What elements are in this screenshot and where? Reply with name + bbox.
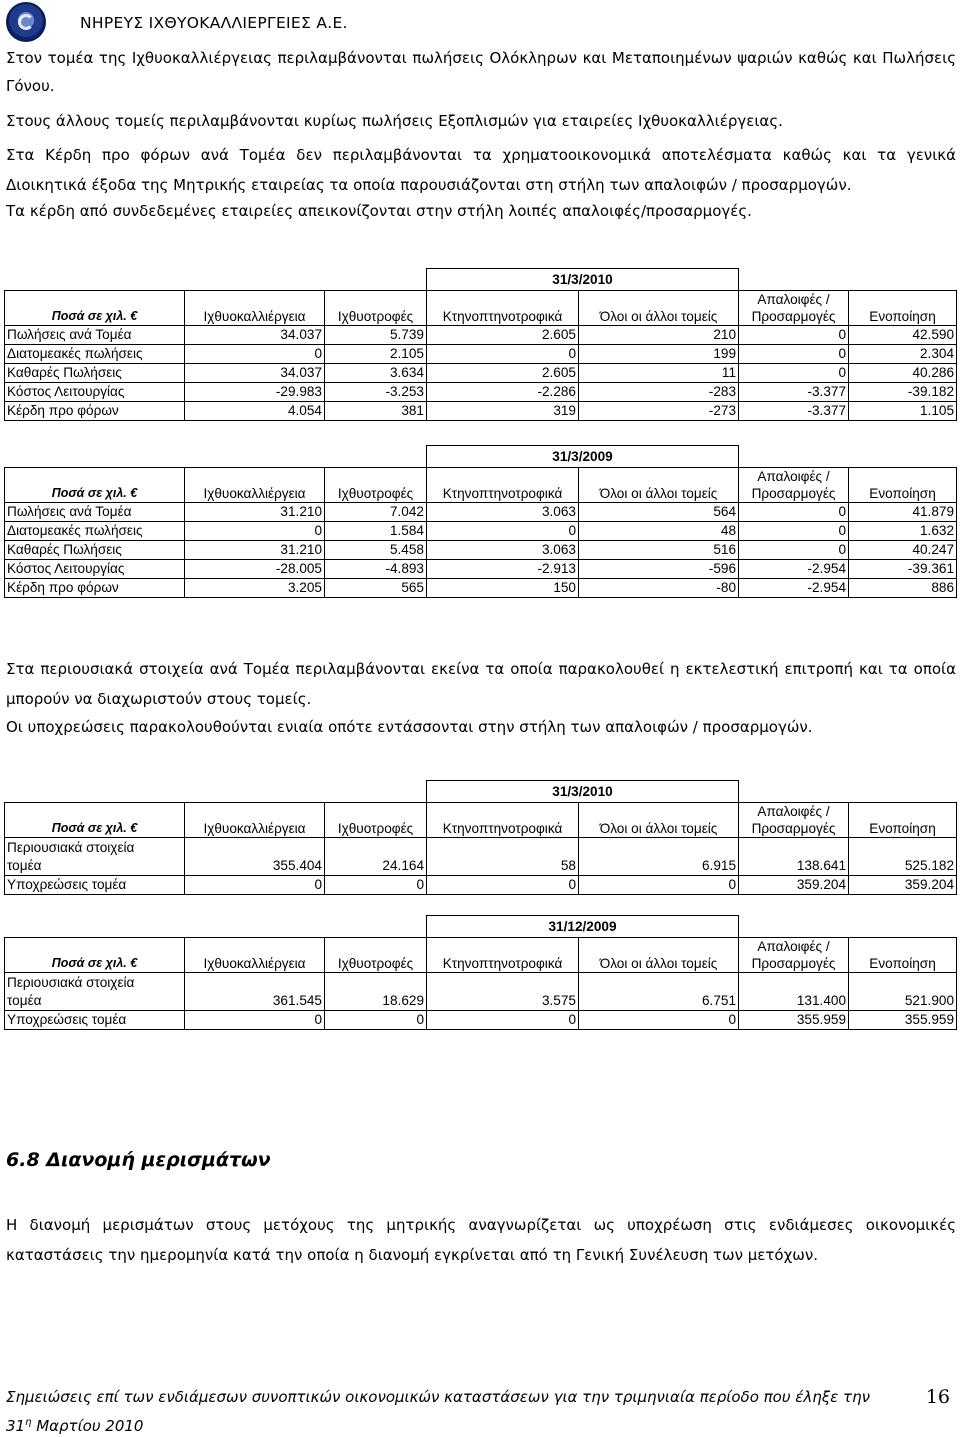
table-row [5, 402, 957, 421]
row-label: Καθαρές Πωλήσεις [5, 541, 185, 560]
company-name: ΝΗΡΕΥΣ ΙΧΘΥΟΚΑΛΛΙΕΡΓΕΙΕΣ Α.Ε. [80, 14, 348, 32]
table-cell: 361.545 [185, 973, 325, 1011]
table-cell: 42.590 [849, 326, 957, 345]
segment-assets-table-2010 [4, 780, 957, 895]
table-cell: 0 [427, 1011, 579, 1030]
table-cell: 565 [325, 579, 427, 598]
table-cell: 521.900 [849, 973, 957, 1011]
col-animal-feed: Κτηνοπτηνοτροφικά [427, 291, 579, 326]
table-cell: 199 [579, 345, 739, 364]
table-row [5, 973, 957, 1011]
paragraph-dividends: Η διανομή μερισμάτων στους μετόχους της μητρικής αναγνωρίζεται ως υποχρέωση στις ενδιάμεσες οικονομικές καταστάσεις την ημερομηνία κατά την οποία η διανομή εγκρίνεται από τη Γενική Συνέλευση των μετόχων. [6, 1216, 956, 1264]
col-eliminations: Απαλοιφές / Προσαρμογές [739, 291, 849, 326]
col-fish-farming: Ιχθυοκαλλιέργεια [185, 938, 325, 973]
table-cell: 6.751 [579, 973, 739, 1011]
table-row [5, 503, 957, 522]
col-fish-feed: Ιχθυοτροφές [325, 468, 427, 503]
amounts-header: Ποσά σε χιλ. € [5, 803, 185, 838]
table-cell: -3.253 [325, 383, 427, 402]
table-cell: 24.164 [325, 838, 427, 876]
table-cell: 11 [579, 364, 739, 383]
table-cell: 0 [325, 876, 427, 895]
table-row [5, 876, 957, 895]
table-cell: 5.739 [325, 326, 427, 345]
row-label: Κόστος Λειτουργίας [5, 560, 185, 579]
table-row [5, 560, 957, 579]
footer-line-2: $31^\eta$ Μαρτίου 2010 [6, 1417, 144, 1435]
table-cell: 0 [427, 345, 579, 364]
table-cell: 210 [579, 326, 739, 345]
table-cell: -2.954 [739, 560, 849, 579]
table-row [5, 838, 957, 876]
table-cell: 5.458 [325, 541, 427, 560]
row-label: Περιουσιακά στοιχεία τομέα [5, 973, 185, 1011]
table-cell: 0 [427, 876, 579, 895]
table-cell: -39.182 [849, 383, 957, 402]
row-label: Κόστος Λειτουργίας [5, 383, 185, 402]
table-cell: 886 [849, 579, 957, 598]
table-cell: 525.182 [849, 838, 957, 876]
segment-assets-table-2009 [4, 915, 957, 1030]
table-cell: 0 [579, 876, 739, 895]
table-header-row [5, 803, 957, 838]
table-cell: 355.959 [849, 1011, 957, 1030]
table-cell: 3.575 [427, 973, 579, 1011]
table-cell: 359.204 [739, 876, 849, 895]
table-cell: -3.377 [739, 383, 849, 402]
row-label: Περιουσιακά στοιχεία τομέα [5, 838, 185, 876]
table-header-row [5, 468, 957, 503]
col-animal-feed: Κτηνοπτηνοτροφικά [427, 803, 579, 838]
col-fish-farming: Ιχθυοκαλλιέργεια [185, 803, 325, 838]
table-cell: 0 [739, 326, 849, 345]
table-cell: 48 [579, 522, 739, 541]
table-cell: 6.915 [579, 838, 739, 876]
table-cell: 1.632 [849, 522, 957, 541]
table-cell: 40.247 [849, 541, 957, 560]
page-header [0, 0, 960, 42]
table-cell: 150 [427, 579, 579, 598]
table-row [5, 522, 957, 541]
table-cell: 2.605 [427, 364, 579, 383]
row-label: Διατομεακές πωλήσεις [5, 522, 185, 541]
table-cell: 3.205 [185, 579, 325, 598]
table-cell: 564 [579, 503, 739, 522]
table-header-row [5, 291, 957, 326]
table-cell: 31.210 [185, 503, 325, 522]
table-cell: 4.054 [185, 402, 325, 421]
period-date: 31/3/2010 [427, 781, 739, 803]
row-label: Πωλήσεις ανά Τομέα [5, 503, 185, 522]
table-cell: 0 [579, 1011, 739, 1030]
table-cell: 0 [739, 345, 849, 364]
table-row [5, 364, 957, 383]
table-cell: 3.634 [325, 364, 427, 383]
col-fish-feed: Ιχθυοτροφές [325, 938, 427, 973]
col-consolidated: Ενοποίηση [849, 468, 957, 503]
paragraph-liabilities: Οι υποχρεώσεις παρακολουθούνται ενιαία οπότε εντάσσονται στην στήλη των απαλοιφών / προσαρμογών. [6, 718, 813, 736]
col-consolidated: Ενοποίηση [849, 291, 957, 326]
table-cell: 2.105 [325, 345, 427, 364]
page-footer [6, 1384, 906, 1437]
company-logo [6, 2, 46, 42]
table-row [5, 383, 957, 402]
table-row [5, 579, 957, 598]
segment-results-table-2010 [4, 268, 957, 421]
period-date: 31/12/2009 [427, 916, 739, 938]
paragraph-associates: Τα κέρδη από συνδεδεμένες εταιρείες απεικονίζονται στην στήλη λοιπές απαλοιφές/προσαρμογές. [6, 202, 752, 220]
table-cell: 3.063 [427, 503, 579, 522]
table-cell: -80 [579, 579, 739, 598]
table-header-row [5, 938, 957, 973]
table-cell: -283 [579, 383, 739, 402]
table-cell: 319 [427, 402, 579, 421]
table-cell: 0 [427, 522, 579, 541]
col-eliminations: Απαλοιφές / Προσαρμογές [739, 468, 849, 503]
table-row [5, 1011, 957, 1030]
table-cell: 31.210 [185, 541, 325, 560]
col-eliminations: Απαλοιφές / Προσαρμογές [739, 803, 849, 838]
table-cell: 0 [739, 522, 849, 541]
table-cell: 2.304 [849, 345, 957, 364]
table-cell: 516 [579, 541, 739, 560]
table-cell: -2.286 [427, 383, 579, 402]
table-cell: 18.629 [325, 973, 427, 1011]
col-consolidated: Ενοποίηση [849, 938, 957, 973]
col-other-sectors: Όλοι οι άλλοι τομείς [579, 291, 739, 326]
table-cell: 2.605 [427, 326, 579, 345]
col-other-sectors: Όλοι οι άλλοι τομείς [579, 468, 739, 503]
col-consolidated: Ενοποίηση [849, 803, 957, 838]
table-cell: -2.954 [739, 579, 849, 598]
table-cell: 0 [185, 1011, 325, 1030]
paragraph-profit-before-tax: Στα Κέρδη προ φόρων ανά Τομέα δεν περιλαμβάνονται τα χρηματοοικονομικά αποτελέσματα καθώς και τα γενικά Διοικητικά έξοδα της Μητρικής εταιρείας τα οποία παρουσιάζονται στη στήλη των απαλοιφών / προσαρμογών. [6, 146, 956, 194]
table-row [5, 326, 957, 345]
page-number: 16 [925, 1386, 950, 1408]
amounts-header: Ποσά σε χιλ. € [5, 291, 185, 326]
table-row [5, 541, 957, 560]
table-cell: 0 [185, 876, 325, 895]
row-label: Υποχρεώσεις τομέα [5, 876, 185, 895]
col-animal-feed: Κτηνοπτηνοτροφικά [427, 938, 579, 973]
table-cell: -28.005 [185, 560, 325, 579]
table-cell: 34.037 [185, 364, 325, 383]
table-cell: 41.879 [849, 503, 957, 522]
period-date: 31/3/2010 [427, 269, 739, 291]
table-cell: 0 [739, 364, 849, 383]
segment-results-table-2009 [4, 445, 957, 598]
col-fish-farming: Ιχθυοκαλλιέργεια [185, 468, 325, 503]
col-fish-feed: Ιχθυοτροφές [325, 803, 427, 838]
row-label: Πωλήσεις ανά Τομέα [5, 326, 185, 345]
table-cell: 1.584 [325, 522, 427, 541]
table-cell: 0 [185, 345, 325, 364]
col-eliminations: Απαλοιφές / Προσαρμογές [739, 938, 849, 973]
amounts-header: Ποσά σε χιλ. € [5, 468, 185, 503]
row-label: Κέρδη προ φόρων [5, 402, 185, 421]
table-cell: 131.400 [739, 973, 849, 1011]
table-cell: 34.037 [185, 326, 325, 345]
col-other-sectors: Όλοι οι άλλοι τομείς [579, 803, 739, 838]
table-cell: 1.105 [849, 402, 957, 421]
table-cell: 355.404 [185, 838, 325, 876]
table-cell: 381 [325, 402, 427, 421]
table-cell: 0 [739, 541, 849, 560]
table-cell: 0 [739, 503, 849, 522]
row-label: Διατομεακές πωλήσεις [5, 345, 185, 364]
table-cell: 138.641 [739, 838, 849, 876]
table-cell: -596 [579, 560, 739, 579]
row-label: Υποχρεώσεις τομέα [5, 1011, 185, 1030]
table-cell: -4.893 [325, 560, 427, 579]
col-animal-feed: Κτηνοπτηνοτροφικά [427, 468, 579, 503]
paragraph-fish-farming: Στον τομέα της Ιχθυοκαλλιέργειας περιλαμβάνονται πωλήσεις Ολόκληρων και Μεταποιημένων ψαριών καθώς και Πωλήσεις Γόνου. [6, 49, 956, 95]
table-cell: 7.042 [325, 503, 427, 522]
paragraph-segment-assets: Στα περιουσιακά στοιχεία ανά Τομέα περιλαμβάνονται εκείνα τα οποία παρακολουθεί η εκτελεστική επιτροπή και τα οποία μπορούν να διαχωριστούν στους τομείς. [6, 660, 956, 708]
table-cell: -3.377 [739, 402, 849, 421]
table-row [5, 345, 957, 364]
table-cell: 0 [185, 522, 325, 541]
table-cell: 355.959 [739, 1011, 849, 1030]
row-label: Καθαρές Πωλήσεις [5, 364, 185, 383]
col-fish-farming: Ιχθυοκαλλιέργεια [185, 291, 325, 326]
table-cell: 40.286 [849, 364, 957, 383]
table-cell: 359.204 [849, 876, 957, 895]
paragraph-other-sectors: Στους άλλους τομείς περιλαμβάνονται κυρίως πωλήσεις Εξοπλισμών για εταιρείες Ιχθυοκαλλιέργειας. [6, 112, 783, 130]
table-cell: 3.063 [427, 541, 579, 560]
period-date: 31/3/2009 [427, 446, 739, 468]
row-label: Κέρδη προ φόρων [5, 579, 185, 598]
footer-line-1: Σημειώσεις επί των ενδιάμεσων συνοπτικών οικονομικών καταστάσεων για την τριμηνιαία περίοδο που έληξε την [6, 1388, 870, 1406]
table-cell: -2.913 [427, 560, 579, 579]
amounts-header: Ποσά σε χιλ. € [5, 938, 185, 973]
table-cell: -39.361 [849, 560, 957, 579]
table-cell: -29.983 [185, 383, 325, 402]
section-title-dividends: 6.8 Διανομή μερισμάτων [6, 1149, 271, 1171]
col-other-sectors: Όλοι οι άλλοι τομείς [579, 938, 739, 973]
table-cell: 58 [427, 838, 579, 876]
table-cell: -273 [579, 402, 739, 421]
col-fish-feed: Ιχθυοτροφές [325, 291, 427, 326]
table-cell: 0 [325, 1011, 427, 1030]
